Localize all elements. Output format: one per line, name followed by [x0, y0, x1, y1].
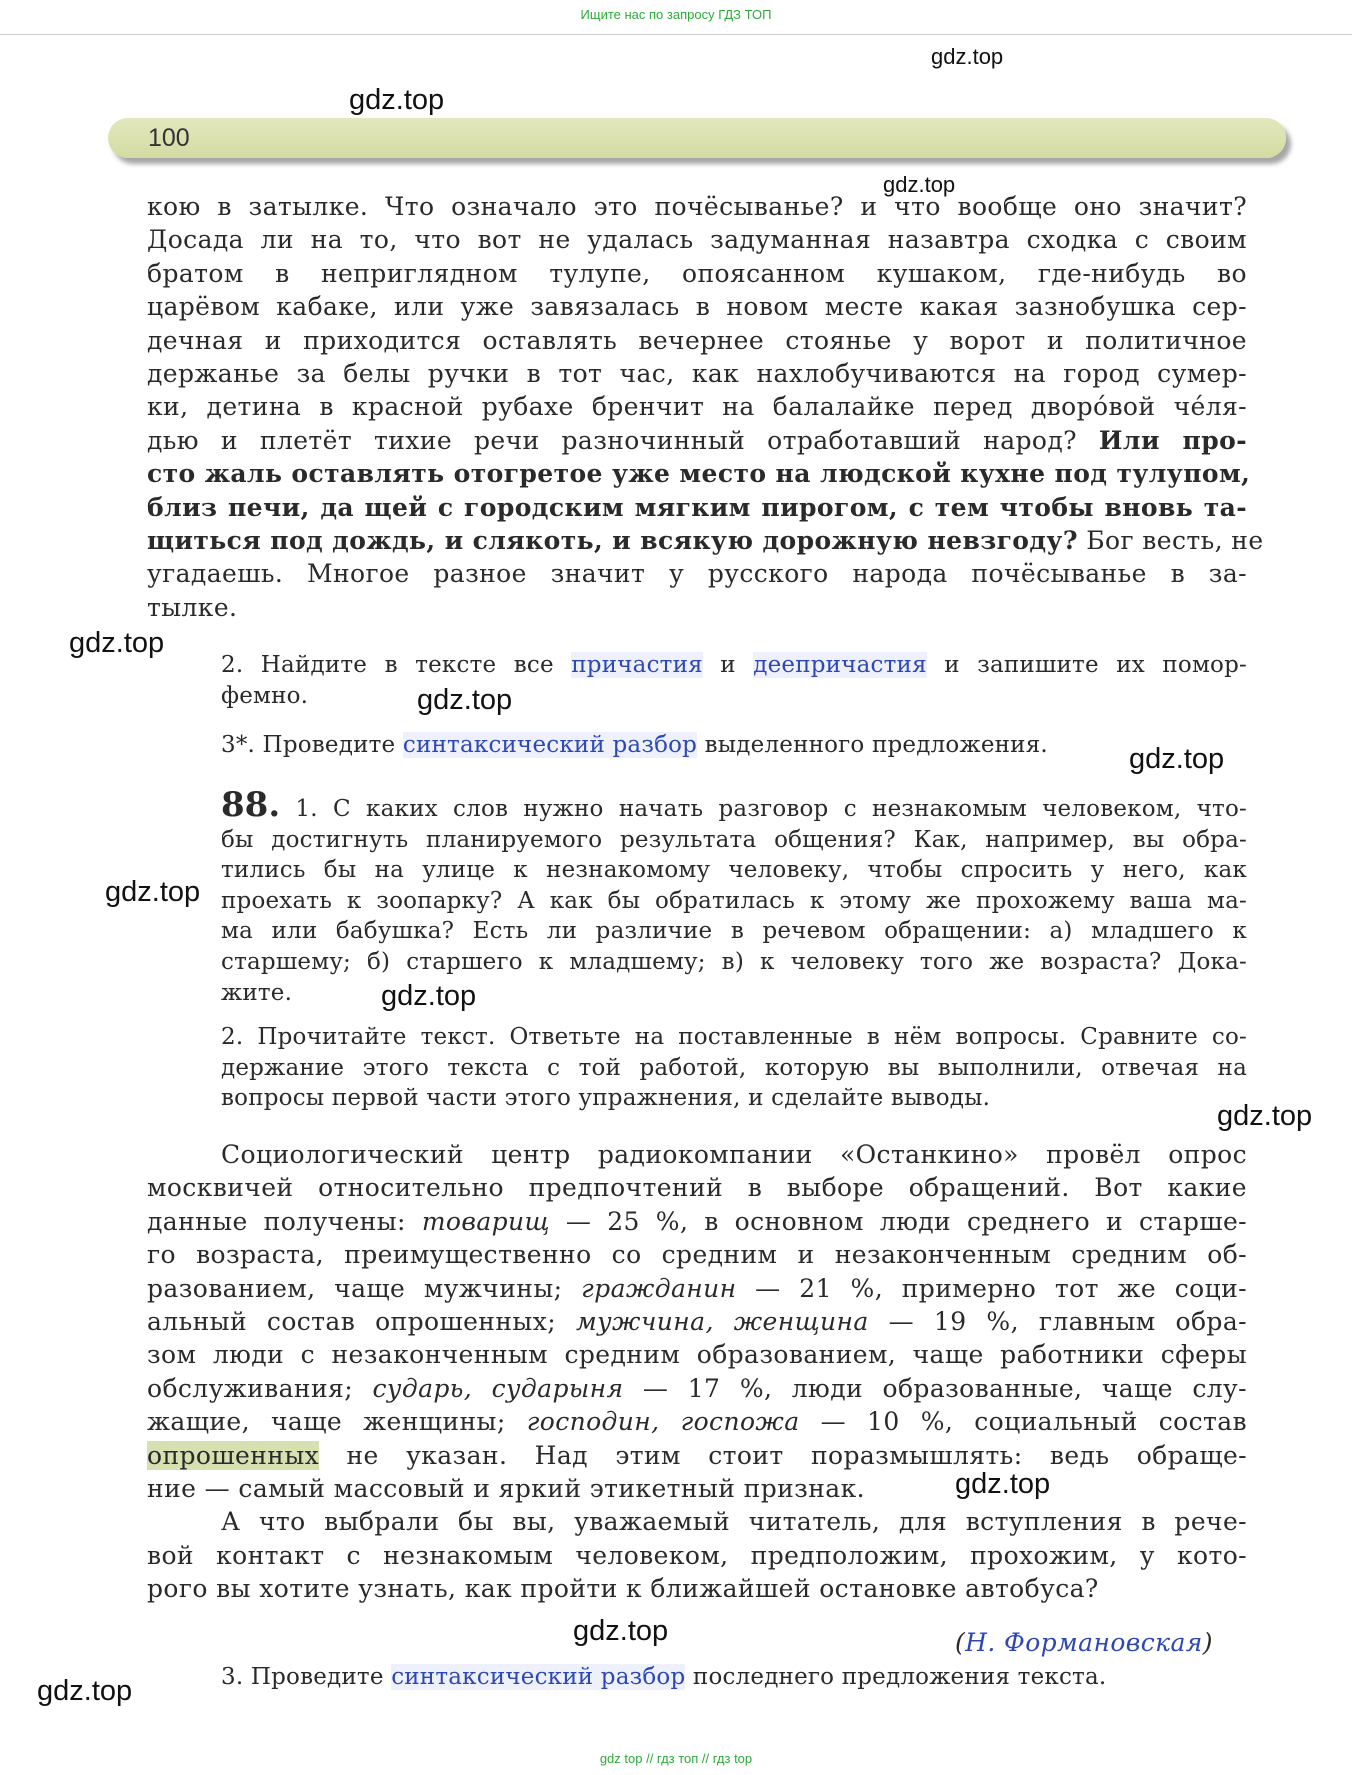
plain-text: жащие, чаще женщины; [147, 1407, 527, 1437]
text-line: братом в неприглядном тулупе, опоясанном кушаком, где-нибудь во [147, 258, 1247, 288]
bold-text-line: близ печи, да щей с городским мягким пирогом, с тем чтобы вновь та- [147, 492, 1247, 522]
text-line: кою в затылке. Что означало это почёсыванье? и что вообще оно значит? [147, 192, 1247, 221]
text-line: рого вы хотите узнать, как пройти к ближайшей остановке автобуса? [147, 1574, 1099, 1604]
plain-text: — 10 %, социальный состав [799, 1407, 1247, 1437]
bold-text: щиться под дождь, и слякоть, и всякую дорожную невзгоду? [147, 526, 1078, 556]
plain-text: данные получены: [147, 1206, 422, 1236]
exercise-88-q2 [221, 1022, 1247, 1114]
text-line [221, 1662, 1106, 1693]
text-line: А что выбрали бы вы, уважаемый читатель, для вступления в рече- [221, 1507, 1247, 1537]
plain-text: — 19 %, главным обра- [868, 1307, 1247, 1337]
text-line: дечная и приходится оставлять вечернее стоянье у ворот и политичное [147, 325, 1247, 355]
text-line: тылке. [147, 592, 238, 622]
watermark: gdz.top [69, 627, 165, 659]
watermark: gdz.top [931, 44, 1004, 69]
plain-text: разованием, чаще мужчины; [147, 1273, 582, 1303]
watermark: gdz.top [105, 876, 201, 908]
author-paren: ) [1202, 1628, 1213, 1657]
plain-text: 2. Найдите в тексте все [221, 652, 572, 678]
text-line [147, 1272, 1247, 1305]
watermark: gdz.top [37, 1675, 133, 1707]
text-line: 2. Прочитайте текст. Ответьте на поставленные в нём вопросы. Сравните со- [221, 1024, 1247, 1050]
text-line [147, 1372, 1247, 1405]
plain-text: 1. С каких слов нужно начать разговор с незнакомым человеком, что- [295, 796, 1247, 822]
plain-text: и запишите их помор- [926, 652, 1247, 678]
watermark: gdz.top [883, 172, 956, 197]
italic-term: господин, госпожа [526, 1407, 800, 1437]
plain-text: — 21 %, примерно тот же соци- [736, 1273, 1248, 1303]
search-hint-link[interactable]: Ищите нас по запросу ГДЗ ТОП [580, 7, 772, 22]
footer-links[interactable]: gdz top // гдз топ // гдз top [599, 1751, 753, 1766]
text-line: ние — самый массовый и яркий этикетный признак. [147, 1474, 865, 1504]
italic-term: товарищ [421, 1206, 550, 1236]
plain-text: и [702, 652, 754, 678]
text-line: ма или бабушка? Есть ли различие в речевом обращении: а) младшего к [221, 918, 1247, 945]
bold-text: Или про- [1098, 425, 1247, 455]
text-line: держанье за белы ручки в тот час, как нахлобучиваются на город сумер- [147, 359, 1247, 389]
text-line: фемно. [221, 682, 309, 709]
text-paragraph-1 [147, 190, 1264, 624]
plain-text: Бог весть, не [1077, 526, 1264, 556]
text-line: старшему; б) старшего к младшему; в) к человеку того же возраста? Дока- [221, 948, 1247, 975]
text-line: москвичей относительно предпочтений в выборе обращений. Вот какие [147, 1173, 1247, 1203]
text-line: держание этого текста с той работой, которую вы выполнили, отвечая на [221, 1054, 1247, 1081]
watermark: gdz.top [955, 1468, 1051, 1500]
text-line [147, 1305, 1247, 1338]
highlighted-word[interactable]: опрошенных [147, 1440, 320, 1470]
author-link[interactable]: Н. Формановская [965, 1628, 1203, 1657]
watermark: gdz.top [417, 684, 513, 716]
plain-text: 3*. Проведите [221, 732, 403, 758]
gerunds-link[interactable]: деепричастия [753, 652, 927, 678]
text-line: царёвом кабаке, или уже завязалась в новом месте какая зазнобушка сер- [147, 292, 1247, 322]
text-line [221, 650, 1247, 681]
italic-term: гражданин [581, 1273, 737, 1303]
task-3-star [221, 730, 1048, 761]
italic-term: сударь, сударыня [372, 1373, 624, 1403]
text-line: Социологический центр радиокомпании «Останкино» провёл опрос [221, 1140, 1247, 1169]
text-line: вопросы первой части этого упражнения, и сделайте выводы. [221, 1085, 991, 1112]
plain-text: — 17 %, люди образованные, чаще слу- [623, 1373, 1247, 1403]
text-line [147, 524, 1264, 557]
text-line: проехать к зоопарку? А как бы обратилась к этому же прохожему ваша ма- [221, 887, 1247, 914]
plain-text: выделенного предложения. [697, 732, 1048, 758]
text-line: жите. [221, 979, 293, 1006]
text-line: го возраста, преимущественно со средним и незаконченным средним об- [147, 1240, 1247, 1270]
text-line [147, 1205, 1247, 1238]
participles-link[interactable]: причастия [571, 652, 703, 678]
watermark: gdz.top [573, 1615, 669, 1647]
plain-text: альный состав опрошенных; [147, 1307, 576, 1337]
text-line [147, 1439, 1247, 1472]
text-line: угадаешь. Многое разное значит у русского народа почёсыванье в за- [147, 559, 1247, 589]
text-line [147, 424, 1247, 457]
page-number: 100 [148, 124, 190, 152]
author-credit [955, 1626, 1213, 1659]
exercise-number: 88. [221, 785, 281, 825]
plain-text: 3. Проведите [221, 1664, 392, 1690]
task-2 [221, 650, 1247, 711]
bold-text-line: сто жаль оставлять отогретое уже место на людской кухне под тулупом, [147, 459, 1251, 489]
plain-text: обслуживания; [147, 1373, 373, 1403]
text-line [221, 785, 1247, 825]
watermark: gdz.top [1217, 1100, 1313, 1132]
text-paragraph-2 [147, 1138, 1247, 1606]
exercise-88-q3 [221, 1662, 1106, 1693]
plain-text: не указан. Над этим стоит поразмышлять: ведь обраще- [319, 1440, 1247, 1470]
plain-text: дью и плетёт тихие речи разночинный отработавший народ? [147, 425, 1099, 455]
exercise-88-q1 [221, 785, 1247, 1008]
plain-text: — 25 %, в основном люди среднего и старше- [549, 1206, 1247, 1236]
watermark: gdz.top [381, 980, 477, 1012]
top-banner [0, 0, 1352, 35]
syntax-analysis-link[interactable]: синтаксический разбор [402, 732, 698, 758]
text-line: бы достигнуть планируемого результата общения? Как, например, вы обра- [221, 826, 1247, 853]
syntax-analysis-link[interactable]: синтаксический разбор [391, 1664, 686, 1690]
text-line: тились бы на улице к незнакомому человеку, чтобы спросить у него, как [221, 857, 1247, 884]
watermark: gdz.top [349, 84, 445, 116]
italic-term: мужчина, женщина [575, 1307, 869, 1337]
plain-text: последнего предложения текста. [685, 1664, 1107, 1690]
page-header-band [108, 118, 1286, 158]
text-line [147, 1405, 1247, 1438]
text-line: вой контакт с незнакомым человеком, предположим, прохожим, у кото- [147, 1540, 1247, 1570]
watermark: gdz.top [1129, 743, 1225, 775]
text-line [221, 730, 1048, 761]
text-line: ки, детина в красной рубахе бренчит на балалайке перед дворо́вой че́ля- [147, 392, 1247, 422]
text-line: зом люди с незаконченным средним образованием, чаще работники сферы [147, 1340, 1247, 1370]
text-line: Досада ли на то, что вот не удалась задуманная назавтра сходка с своим [147, 225, 1247, 255]
author-paren: ( [955, 1628, 966, 1657]
